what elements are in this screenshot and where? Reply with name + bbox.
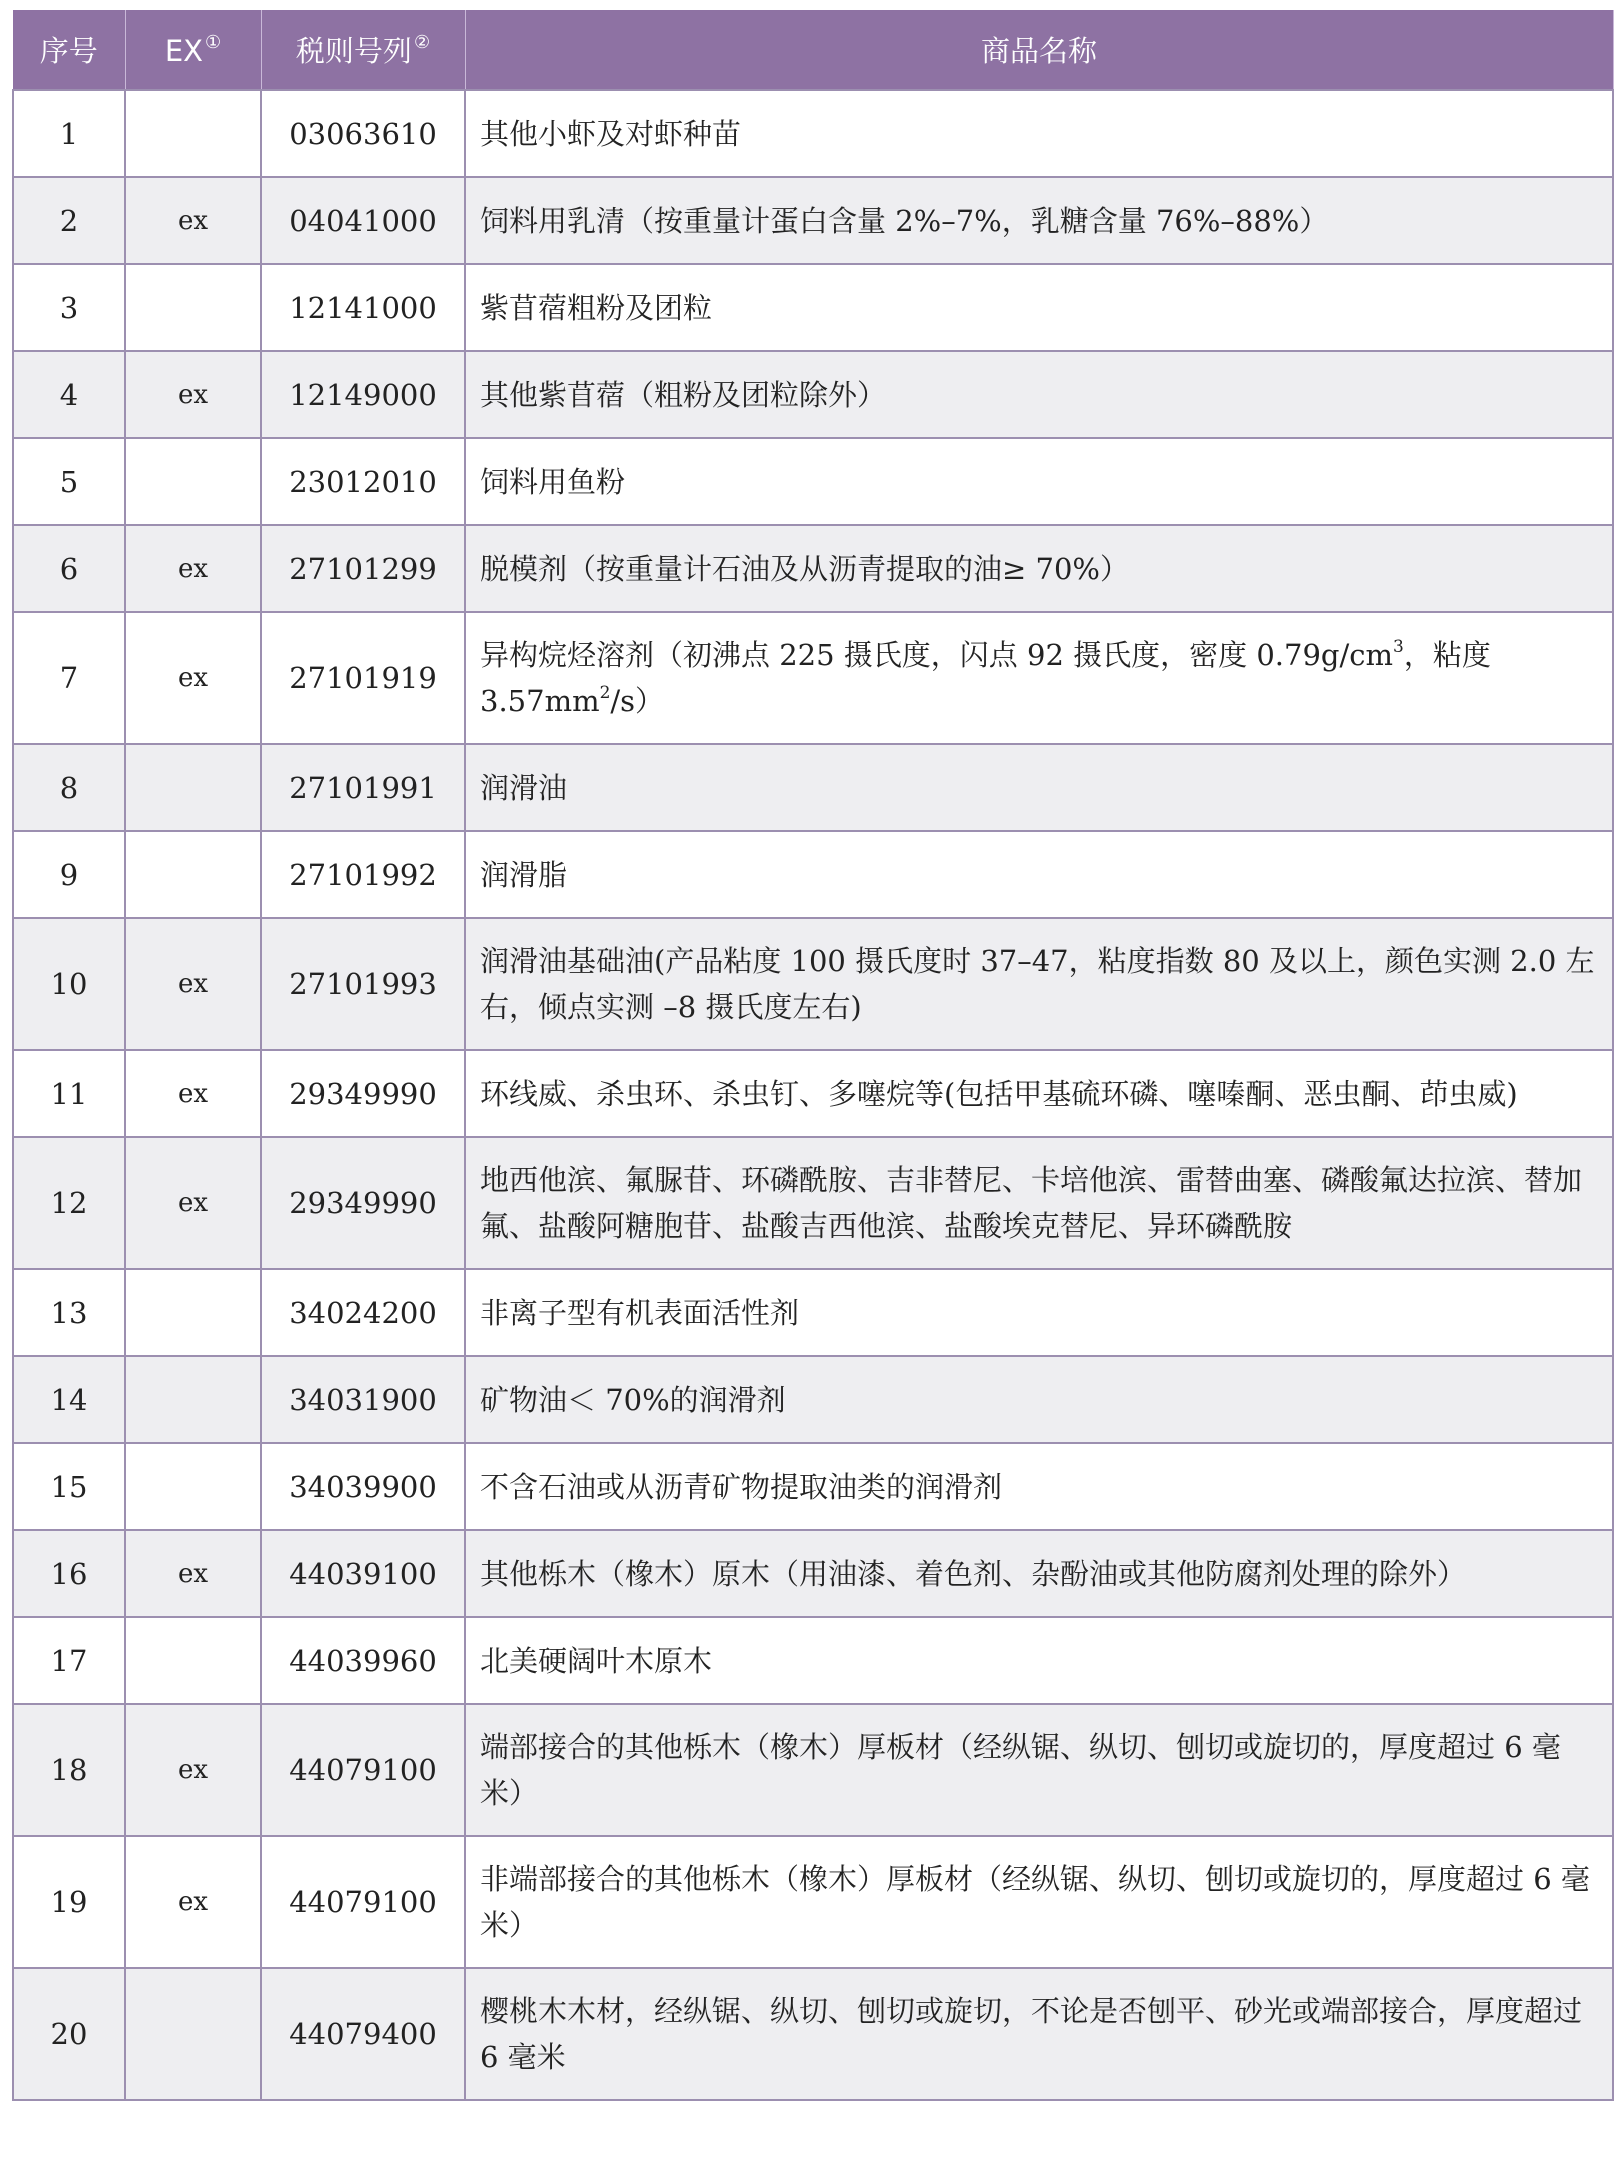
cell-name-part: /s）	[610, 684, 665, 718]
cell-code: 29349990	[261, 1137, 465, 1269]
cell-code: 23012010	[261, 438, 465, 525]
cell-ex: ex	[125, 1530, 261, 1617]
cell-seq: 2	[13, 177, 125, 264]
header-seq: 序号	[13, 10, 125, 90]
cell-name: 脱模剂（按重量计石油及从沥青提取的油≥ 70%）	[465, 525, 1613, 612]
table-row	[13, 918, 1613, 1050]
table-header-row	[13, 10, 1613, 90]
cell-seq: 15	[13, 1443, 125, 1530]
header-code-footnote: ②	[413, 32, 431, 53]
cell-ex: ex	[125, 1836, 261, 1968]
cell-name: 樱桃木木材，经纵锯、纵切、刨切或旋切，不论是否刨平、砂光或端部接合，厚度超过 6 毫米	[465, 1968, 1613, 2100]
cell-name: 其他小虾及对虾种苗	[465, 90, 1613, 177]
table-row	[13, 1137, 1613, 1269]
cell-seq: 20	[13, 1968, 125, 2100]
table-row	[13, 177, 1613, 264]
cell-ex	[125, 1617, 261, 1704]
cell-seq: 6	[13, 525, 125, 612]
cell-name: 非端部接合的其他栎木（橡木）厚板材（经纵锯、纵切、刨切或旋切的，厚度超过 6 毫米）	[465, 1836, 1613, 1968]
cell-name: 其他紫苜蓿（粗粉及团粒除外）	[465, 351, 1613, 438]
cell-code: 34024200	[261, 1269, 465, 1356]
cell-code: 27101993	[261, 918, 465, 1050]
cell-seq: 9	[13, 831, 125, 918]
cell-ex	[125, 1356, 261, 1443]
cell-ex: ex	[125, 612, 261, 744]
table-row	[13, 1704, 1613, 1836]
table-row	[13, 1968, 1613, 2100]
table-row	[13, 612, 1613, 744]
table-row	[13, 1617, 1613, 1704]
cell-ex	[125, 264, 261, 351]
cell-code: 34031900	[261, 1356, 465, 1443]
cell-name: 端部接合的其他栎木（橡木）厚板材（经纵锯、纵切、刨切或旋切的，厚度超过 6 毫米）	[465, 1704, 1613, 1836]
cell-ex: ex	[125, 525, 261, 612]
table-row	[13, 1050, 1613, 1137]
cell-seq: 19	[13, 1836, 125, 1968]
cell-name: 地西他滨、氟脲苷、环磷酰胺、吉非替尼、卡培他滨、雷替曲塞、磷酸氟达拉滨、替加氟、盐酸阿糖胞苷、盐酸吉西他滨、盐酸埃克替尼、异环磷酰胺	[465, 1137, 1613, 1269]
cell-code: 29349990	[261, 1050, 465, 1137]
table-row	[13, 1443, 1613, 1530]
header-ex	[125, 10, 261, 90]
cell-ex	[125, 1443, 261, 1530]
cell-ex	[125, 1968, 261, 2100]
header-ex-footnote: ①	[205, 31, 222, 53]
table-row	[13, 525, 1613, 612]
table-row	[13, 1269, 1613, 1356]
cell-seq: 18	[13, 1704, 125, 1836]
cell-name: 紫苜蓿粗粉及团粒	[465, 264, 1613, 351]
cell-seq: 14	[13, 1356, 125, 1443]
cell-ex: ex	[125, 177, 261, 264]
table-row	[13, 351, 1613, 438]
tariff-table	[12, 10, 1614, 2101]
cell-seq: 16	[13, 1530, 125, 1617]
cell-seq: 4	[13, 351, 125, 438]
cell-seq: 8	[13, 744, 125, 831]
cell-code: 27101919	[261, 612, 465, 744]
cell-code: 44079100	[261, 1704, 465, 1836]
cell-ex	[125, 744, 261, 831]
cell-name: 矿物油＜ 70%的润滑剂	[465, 1356, 1613, 1443]
header-ex-label: EX	[164, 33, 204, 68]
cell-seq: 13	[13, 1269, 125, 1356]
superscript-cubed: 3	[1393, 637, 1404, 657]
table-row	[13, 1530, 1613, 1617]
cell-name: 不含石油或从沥青矿物提取油类的润滑剂	[465, 1443, 1613, 1530]
cell-ex	[125, 438, 261, 525]
cell-seq: 10	[13, 918, 125, 1050]
cell-seq: 5	[13, 438, 125, 525]
cell-code: 12141000	[261, 264, 465, 351]
cell-code: 04041000	[261, 177, 465, 264]
cell-seq: 7	[13, 612, 125, 744]
table-row	[13, 1356, 1613, 1443]
header-name: 商品名称	[465, 10, 1613, 90]
cell-name: 润滑油	[465, 744, 1613, 831]
cell-seq: 3	[13, 264, 125, 351]
cell-code: 27101992	[261, 831, 465, 918]
header-code-label: 税则号列	[295, 34, 412, 68]
cell-code: 44079100	[261, 1836, 465, 1968]
cell-code: 34039900	[261, 1443, 465, 1530]
superscript-squared: 2	[599, 683, 611, 703]
cell-ex: ex	[125, 351, 261, 438]
table-row	[13, 831, 1613, 918]
cell-name: 其他栎木（橡木）原木（用油漆、着色剂、杂酚油或其他防腐剂处理的除外）	[465, 1530, 1613, 1617]
cell-ex: ex	[125, 1137, 261, 1269]
table-row	[13, 1836, 1613, 1968]
cell-ex: ex	[125, 1050, 261, 1137]
cell-name: 北美硬阔叶木原木	[465, 1617, 1613, 1704]
table-row	[13, 90, 1613, 177]
cell-code: 12149000	[261, 351, 465, 438]
cell-name: 润滑油基础油(产品粘度 100 摄氏度时 37–47，粘度指数 80 及以上，颜色实测 2.0 左右，倾点实测 –8 摄氏度左右)	[465, 918, 1613, 1050]
cell-name: 饲料用鱼粉	[465, 438, 1613, 525]
cell-code: 03063610	[261, 90, 465, 177]
cell-name: 润滑脂	[465, 831, 1613, 918]
cell-seq: 11	[13, 1050, 125, 1137]
cell-name: 饲料用乳清（按重量计蛋白含量 2%–7%，乳糖含量 76%–88%）	[465, 177, 1613, 264]
table-row	[13, 744, 1613, 831]
header-code	[261, 10, 465, 90]
cell-name-part: 异构烷烃溶剂（初沸点 225 摄氏度，闪点 92 摄氏度，密度 0.79g/cm	[480, 638, 1393, 672]
cell-ex: ex	[125, 918, 261, 1050]
cell-name: 非离子型有机表面活性剂	[465, 1269, 1613, 1356]
table-row	[13, 438, 1613, 525]
cell-code: 44079400	[261, 1968, 465, 2100]
cell-ex: ex	[125, 1704, 261, 1836]
cell-code: 44039100	[261, 1530, 465, 1617]
cell-seq: 12	[13, 1137, 125, 1269]
cell-name-part: ，粘度 3.57mm	[480, 638, 1491, 718]
cell-code: 27101991	[261, 744, 465, 831]
cell-seq: 17	[13, 1617, 125, 1704]
cell-ex	[125, 1269, 261, 1356]
cell-code: 27101299	[261, 525, 465, 612]
tariff-table-container	[12, 10, 1612, 2101]
cell-ex	[125, 90, 261, 177]
cell-code: 44039960	[261, 1617, 465, 1704]
cell-name: 环线威、杀虫环、杀虫钉、多噻烷等(包括甲基硫环磷、噻嗪酮、恶虫酮、茚虫威)	[465, 1050, 1613, 1137]
cell-ex	[125, 831, 261, 918]
cell-seq: 1	[13, 90, 125, 177]
table-row	[13, 264, 1613, 351]
cell-name	[465, 612, 1613, 744]
